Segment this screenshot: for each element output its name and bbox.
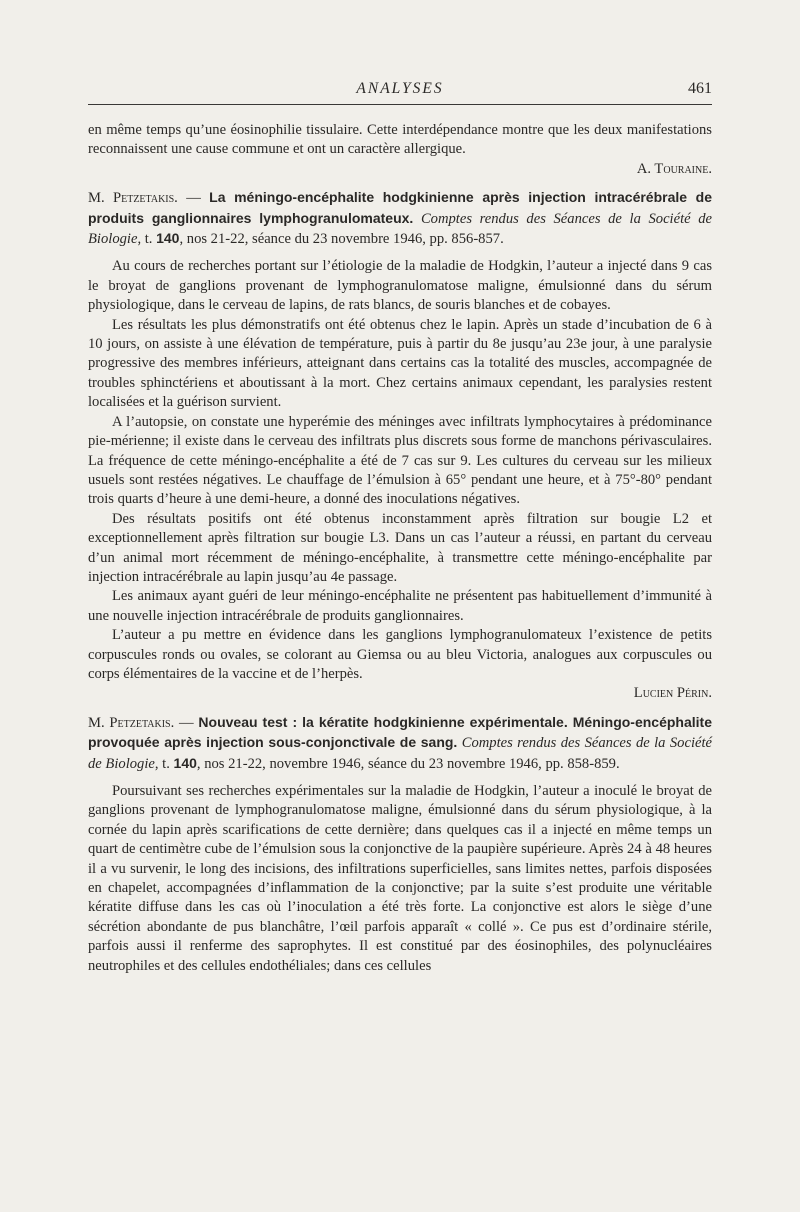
entry1-signature: Lucien Périn. <box>633 685 712 702</box>
entry2-issue: , nos 21-22, novembre 1946, séance du 23 novembre 1946, pp. 858-859. <box>196 755 620 772</box>
entry2-author: M. Petzetakis. <box>88 714 175 731</box>
entry1-tome: 140 <box>156 230 180 247</box>
entry0-text: en même temps qu’une éosinophilie tissulaire. Cette interdépendance montre que les deux manifestations reconnaissent une cause commune et ont un caractère allergique. <box>88 122 712 158</box>
entry1-citation: M. Petzetakis. — La méningo-encéphalite hodgkinienne après injection intracérébrale de produits ganglionnaires lymphogranulomateux. Comptes rendus des Séances de la Société de Biologie, t. 140, nos 21-22, séance du 23 novembre 1946, pp. 856-857. <box>88 189 713 248</box>
entry1-paragraph-5: Les animaux ayant guéri de leur méningo-encéphalite ne présentent pas habituellement d’immunité à une nouvelle injection intracérébrale de produits ganglionnaires. <box>88 588 712 624</box>
running-head <box>88 80 712 102</box>
entry2-paragraph-1: Poursuivant ses recherches expérimentales sur la maladie de Hodgkin, l’auteur a inoculé le broyat de ganglions provenant de lymphogranulomatose maligne, émulsionné dans du sérum physiologique, à la cornée du lapin après scarifications de cette dernière; dans quelques cas il a injecté en même temps un quart de centimètre cube de l’émulsion sous la conjonctive de la paupière supérieure. Après 24 à 48 heures il a vu survenir, le long des incisions, des infiltrations superficielles, sans limites nettes, parfois disposées en chapelet, accompagnées d’inflammation de la conjonctive; par la suite s’est produite une véritable kératite diffuse dans les cas où l’inoculation a été très forte. La conjonctive est alors le siège d’une sécrétion abondante de pus blanchâtre, l’œil parfois apparaît « collé ». Ce pus est d’ordinaire stérile, parfois aussi il renferme des saprophytes. Il est constitué par des éosinophiles, des polynucléaires neutrophiles et des cellules endothéliales; dans ces cellules <box>88 783 712 974</box>
entry1-journal: Comptes rendus des Séances de la Société de Biologie <box>88 210 713 248</box>
page-number: 461 <box>688 80 712 97</box>
running-title: ANALYSES <box>356 80 444 97</box>
entry1-paragraph-6: L’auteur a pu mettre en évidence dans les ganglions lymphogranulomateux l’existence de petits corpuscules ronds ou ovales, se colorant au Giemsa ou au bleu Victoria, analogues aux corpuscules ou corps élémentaires de la vaccine et de l’herpès. <box>88 627 712 682</box>
entry1-paragraph-2: Les résultats les plus démonstratifs ont été obtenus chez le lapin. Après un stade d’incubation de 6 à 10 jours, on assiste à une élévation de température, puis à partir du 8e jusqu’au 23e jour, à une paralysie progressive des membres inférieurs, atteignant dans certains cas la totalité des muscles, accompagnée de troubles sphinctériens et aboutissant à la mort. Chez certains animaux cependant, les paralysies restent localisées et la guérison survient. <box>88 316 712 411</box>
header-rule <box>88 104 712 105</box>
entry2-journal: Comptes rendus des Séances de la Société de Biologie <box>88 735 713 772</box>
entry2-tome: 140 <box>173 754 197 771</box>
entry2-title: Nouveau test : la kératite hodgkinienne expérimentale. Méningo-encéphalite provoquée après injection sous-conjonctivale de sang. <box>88 713 712 751</box>
entry1-issue: , nos 21-22, séance du 23 novembre 1946, pp. 856-857. <box>179 231 504 248</box>
entry1-title: La méningo-encéphalite hodgkinienne après injection intracérébrale de produits ganglionnaires lymphogranulomateux. <box>88 189 712 226</box>
entry1-author: M. Petzetakis. <box>88 190 178 207</box>
entry2-citation: M. Petzetakis. — Nouveau test : la kératite hodgkinienne expérimentale. Méningo-encéphalite provoquée après injection sous-conjonctivale de sang. Comptes rendus des Séances de la Société de Biologie, t. 140, nos 21-22, novembre 1946, séance du 23 novembre 1946, pp. 858-859. <box>88 713 713 772</box>
page-body <box>88 121 712 976</box>
entry0-signature: A. Touraine. <box>636 160 712 177</box>
entry1-paragraph-3: A l’autopsie, on constate une hyperémie des méninges avec infiltrats lymphocytaires à prédominance pie-mérienne; il existe dans le cerveau des infiltrats plus discrets sous forme de manchons périvasculaires. La fréquence de cette méningo-encéphalite a été de 7 cas sur 9. Les cultures du cerveau sur les milieux usuels sont restées négatives. Le chauffage de l’émulsion à 65° pendant une heure, et à 75°-80° pendant trois quarts d’heure à une demi-heure, a donné des inoculations négatives. <box>88 413 712 508</box>
entry1-paragraph-4: Des résultats positifs ont été obtenus inconstamment après filtration sur bougie L2 et exceptionnellement après filtration sur bougie L3. Dans un cas l’auteur a réussi, en partant du cerveau d’un animal mort récemment de méningo-encéphalite, à transmettre cette méningo-encéphalite par injection intracérébrale au lapin jusqu’au 4e passage. <box>88 510 712 585</box>
entry1-paragraph-1: Au cours de recherches portant sur l’étiologie de la maladie de Hodgkin, l’auteur a injecté dans 9 cas le broyat de ganglions provenant de lymphogranulomatose maligne, émulsionné dans du sérum physiologique, dans le cerveau de lapins, de rats blancs, de souris blanches et de cobayes. <box>88 258 712 314</box>
